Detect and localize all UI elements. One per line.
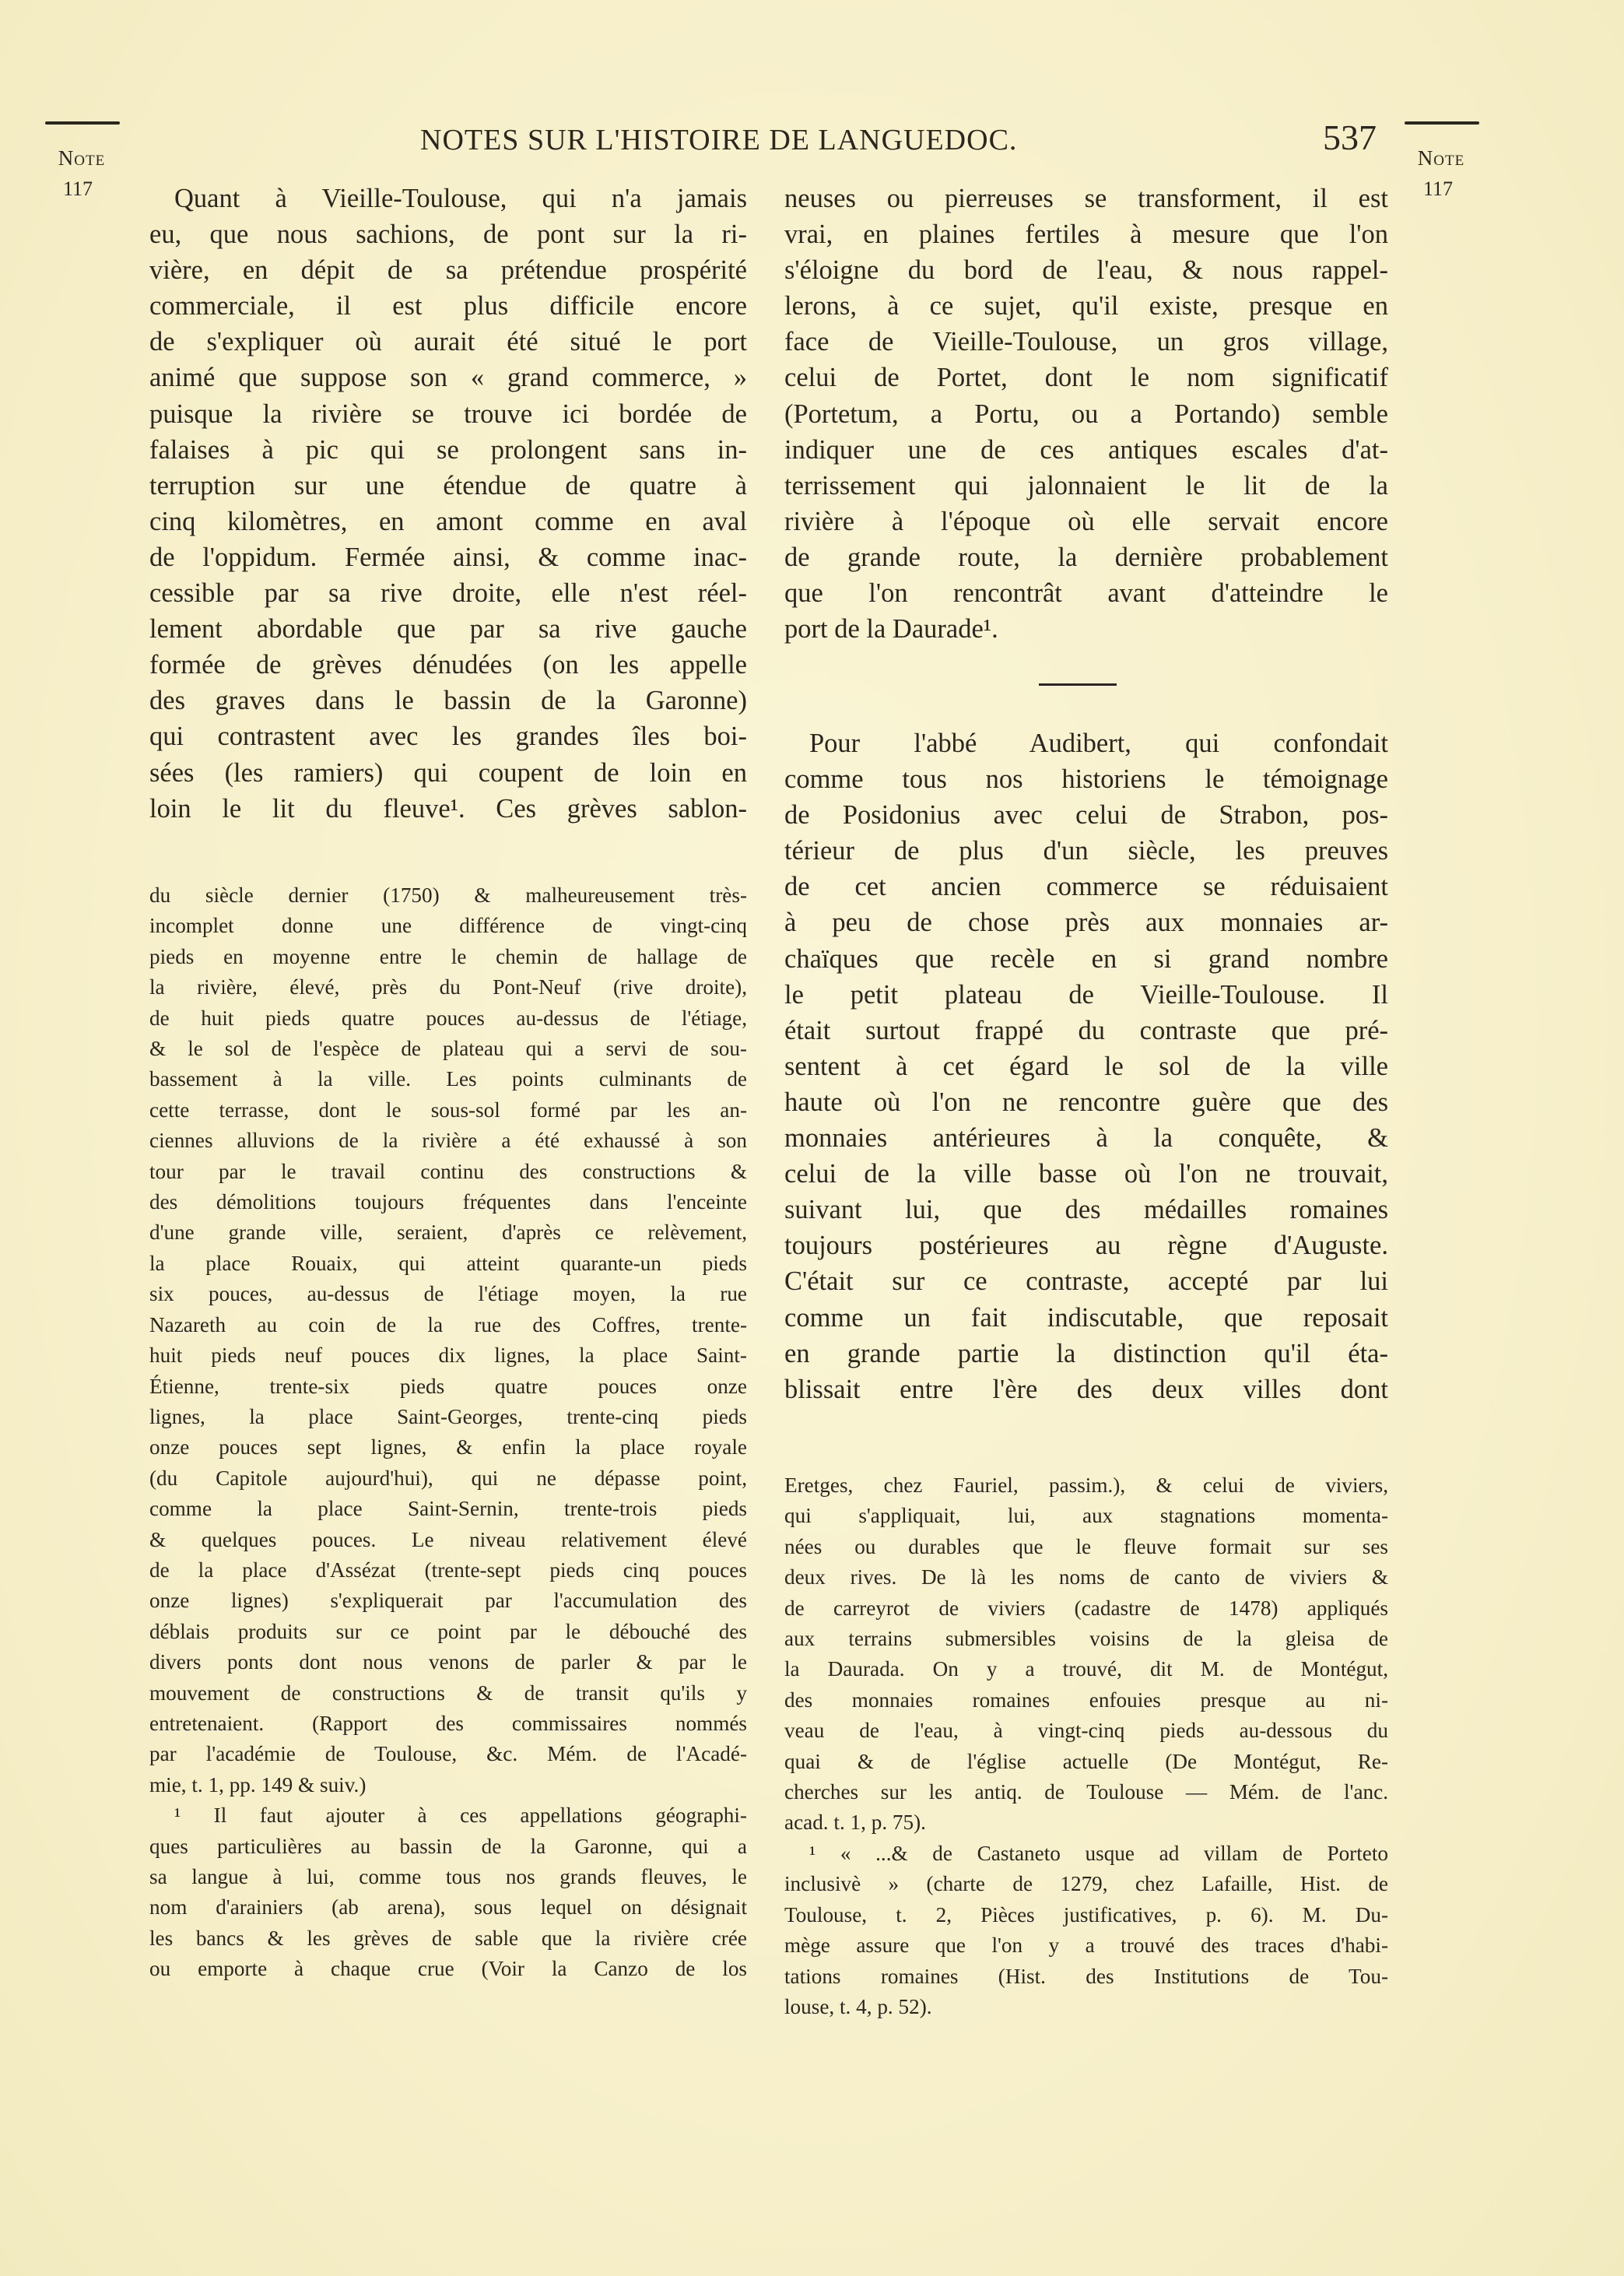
right-note-label: Note: [1417, 146, 1465, 170]
footnote-line: entretenaient. (Rapport des commissaires nommés: [149, 1711, 747, 1735]
body-line: térieur de plus d'un siècle, les preuves: [784, 836, 1388, 866]
left-note-number: 117: [62, 177, 93, 200]
body-line: cessible par sa rive droite, elle n'est réel-: [149, 578, 747, 609]
left-note-label: Note: [58, 146, 106, 170]
footnote-line: inclusivè » (charte de 1279, chez Lafaille, Hist. de: [784, 1872, 1388, 1896]
footnote-line: qui s'appliquait, lui, aux stagnations momenta-: [784, 1504, 1388, 1528]
footnote-line: déblais produits sur ce point par le débouché des: [149, 1619, 747, 1643]
footnote-line: & quelques pouces. Le niveau relativement élevé: [149, 1527, 747, 1551]
footnote-line: la rivière, élevé, près du Pont-Neuf (rive droite),: [149, 975, 747, 999]
right-note-number: 117: [1422, 177, 1454, 200]
footnote-line: nées ou durables que le fleuve formait sur ses: [784, 1534, 1388, 1558]
footnote-line: aux terrains submersibles voisins de la gleisa de: [784, 1627, 1388, 1651]
body-line: suivant lui, que des médailles romaines: [784, 1195, 1388, 1225]
footnote-line: six pouces, au-dessus de l'étiage moyen, la rue: [149, 1282, 747, 1306]
left-margin-rule: [45, 121, 120, 125]
body-line: puisque la rivière se trouve ici bordée de: [149, 399, 747, 429]
body-line: comme tous nos historiens le témoignage: [784, 764, 1388, 795]
footnote-line: (du Capitole aujourd'hui), qui ne dépasse point,: [149, 1466, 747, 1490]
body-line: que l'on rencontrât avant d'atteindre le: [784, 578, 1388, 609]
body-line: port de la Daurade¹.: [784, 614, 998, 645]
body-line: de cet ancien commerce se réduisaient: [784, 872, 1388, 902]
footnote-line: tour par le travail continu des constructions &: [149, 1159, 747, 1183]
body-line: animé que suppose son « grand commerce, »: [149, 363, 747, 393]
body-line: était surtout frappé du contraste que pré-: [784, 1015, 1388, 1045]
body-line: terruption sur une étendue de quatre à: [149, 470, 747, 501]
body-line: loin le lit du fleuve¹. Ces grèves sablon-: [149, 793, 747, 824]
footnote-line: ¹ « ...& de Castaneto usque ad villam de Porteto: [809, 1841, 1388, 1865]
footnote-line: mouvement de constructions & de transit qu'ils y: [149, 1681, 747, 1705]
footnote-line: Étienne, trente-six pieds quatre pouces onze: [149, 1374, 747, 1398]
body-line: celui de la ville basse où l'on ne trouvait,: [784, 1159, 1388, 1189]
body-line: de Posidonius avec celui de Strabon, pos-: [784, 800, 1388, 831]
body-line: sentent à cet égard le sol de la ville: [784, 1051, 1388, 1081]
body-line: de l'oppidum. Fermée ainsi, & comme inac-: [149, 542, 747, 572]
footnote-line: & le sol de l'espèce de plateau qui a servi de sou-: [149, 1037, 747, 1061]
body-line: blissait entre l'ère des deux villes dont: [784, 1374, 1388, 1404]
body-line: C'était sur ce contraste, accepté par lui: [784, 1266, 1388, 1297]
footnote-line: d'une grande ville, seraient, d'après ce relèvement,: [149, 1221, 747, 1245]
footnote-line: onze lignes) s'expliquerait par l'accumulation des: [149, 1589, 747, 1613]
footnote-line: quai & de l'église actuelle (De Montégut, Re-: [784, 1749, 1388, 1773]
body-line: haute où l'on ne rencontre guère que des: [784, 1087, 1388, 1117]
right-column-footnotes: [784, 1470, 1388, 2022]
footnote-line: de carreyrot de viviers (cadastre de 1478) appliqués: [784, 1596, 1388, 1620]
footnote-line: bassement à la ville. Les points culminants de: [149, 1067, 747, 1091]
body-line: des graves dans le bassin de la Garonne): [149, 686, 747, 716]
body-line: sées (les ramiers) qui coupent de loin en: [149, 757, 747, 788]
footnote-line: incomplet donne une différence de vingt-cinq: [149, 914, 747, 938]
footnote-line: mège assure que l'on y a trouvé des traces d'habi-: [784, 1934, 1388, 1958]
footnote-line: nom d'arainiers (ab arena), sous lequel on désignait: [149, 1895, 747, 1919]
footnote-line: de la place d'Assézat (trente-sept pieds cinq pouces: [149, 1558, 747, 1582]
left-column-footnotes: [149, 880, 747, 1985]
footnote-line: Nazareth au coin de la rue des Coffres, trente-: [149, 1312, 747, 1336]
left-column-body: [149, 181, 747, 827]
footnote-line: des monnaies romaines enfouies presque au ni-: [784, 1688, 1388, 1712]
footnote-line: pieds en moyenne entre le chemin de hallage de: [149, 944, 747, 968]
footnote-line: Eretges, chez Fauriel, passim.), & celui de viviers,: [784, 1473, 1388, 1497]
footnote-line: ques particulières au bassin de la Garonne, qui a: [149, 1834, 747, 1858]
running-title: NOTES SUR L'HISTOIRE DE LANGUEDOC.: [420, 124, 1018, 156]
body-line: eu, que nous sachions, de pont sur la ri-: [149, 220, 747, 250]
body-line: Quant à Vieille-Toulouse, qui n'a jamais: [174, 184, 747, 213]
body-line: face de Vieille-Toulouse, un gros village,: [784, 327, 1388, 357]
footnote-line: des démolitions toujours fréquentes dans l'enceinte: [149, 1190, 747, 1214]
body-line: s'éloigne du bord de l'eau, & nous rappel-: [784, 255, 1388, 286]
footnote-line: cette terrasse, dont le sous-sol formé par les an-: [149, 1098, 747, 1122]
right-column-paragraph-2: [784, 725, 1388, 1407]
footnote-line: ou emporte à chaque crue (Voir la Canzo de los: [149, 1957, 747, 1981]
body-line: chaïques que recèle en si grand nombre: [784, 943, 1388, 974]
section-separator-rule: [1039, 683, 1117, 686]
body-line: le petit plateau de Vieille-Toulouse. Il: [784, 979, 1388, 1010]
body-line: à peu de chose près aux monnaies ar-: [784, 908, 1388, 938]
body-line: comme un fait indiscutable, que reposait: [784, 1302, 1388, 1333]
body-line: monnaies antérieures à la conquête, &: [784, 1123, 1388, 1154]
body-line: cinq kilomètres, en amont comme en aval: [149, 506, 747, 536]
footnote-line: deux rives. De là les noms de canto de viviers &: [784, 1565, 1388, 1589]
footnote-line: huit pieds neuf pouces dix lignes, la place Saint-: [149, 1343, 747, 1368]
footnote-line: acad. t. 1, p. 75).: [784, 1811, 926, 1835]
body-line: neuses ou pierreuses se transforment, il est: [784, 184, 1388, 213]
footnote-line: onze pouces sept lignes, & enfin la place royale: [149, 1435, 747, 1459]
body-line: vrai, en plaines fertiles à mesure que l'on: [784, 220, 1388, 250]
body-line: lerons, à ce sujet, qu'il existe, presque en: [784, 291, 1388, 321]
body-line: falaises à pic qui se prolongent sans in-: [149, 434, 747, 465]
footnote-line: les bancs & les grèves de sable que la rivière crée: [149, 1926, 747, 1950]
footnote-line: divers ponts dont nous venons de parler & par le: [149, 1650, 747, 1674]
page-number: 537: [1323, 118, 1377, 157]
footnote-line: du siècle dernier (1750) & malheureusement très-: [149, 883, 747, 907]
footnote-line: veau de l'eau, à vingt-cinq pieds au-dessous du: [784, 1719, 1388, 1743]
body-line: formée de grèves dénudées (on les appelle: [149, 650, 747, 680]
right-column-paragraph-1: [784, 181, 1388, 647]
footnote-line: comme la place Saint-Sernin, trente-trois pieds: [149, 1497, 747, 1521]
footnote-line: de huit pieds quatre pouces au-dessus de l'étiage,: [149, 1006, 747, 1030]
body-line: (Portetum, a Portu, ou a Portando) semble: [784, 399, 1388, 429]
body-line: vière, en dépit de sa prétendue prospérité: [149, 255, 747, 286]
footnote-line: la place Rouaix, qui atteint quarante-un pieds: [149, 1251, 747, 1275]
footnote-line: mie, t. 1, pp. 149 & suiv.): [149, 1772, 367, 1797]
body-line: indiquer une de ces antiques escales d'at-: [784, 434, 1388, 465]
body-line: celui de Portet, dont le nom significatif: [784, 363, 1388, 393]
body-line: Pour l'abbé Audibert, qui confondait: [809, 729, 1388, 758]
body-line: en grande partie la distinction qu'il éta-: [784, 1338, 1388, 1368]
body-line: rivière à l'époque où elle servait encore: [784, 506, 1388, 536]
footnote-line: par l'académie de Toulouse, &c. Mém. de l'Acadé-: [149, 1742, 747, 1766]
footnote-line: ¹ Il faut ajouter à ces appellations géographi-: [174, 1804, 747, 1828]
footnote-line: louse, t. 4, p. 52).: [784, 1994, 932, 2018]
body-line: de s'expliquer où aurait été situé le port: [149, 327, 747, 357]
footnote-line: ciennes alluvions de la rivière a été exhaussé à son: [149, 1129, 747, 1153]
footnote-line: la Daurada. On y a trouvé, dit M. de Montégut,: [784, 1657, 1388, 1681]
body-line: lement abordable que par sa rive gauche: [149, 614, 747, 645]
body-line: commerciale, il est plus difficile encore: [149, 291, 747, 321]
footnote-line: cherches sur les antiq. de Toulouse — Mém. de l'anc.: [784, 1780, 1388, 1804]
footnote-line: lignes, la place Saint-Georges, trente-cinq pieds: [149, 1404, 747, 1428]
right-margin-rule: [1405, 121, 1479, 125]
body-line: qui contrastent avec les grandes îles boi-: [149, 722, 747, 752]
body-line: de grande route, la dernière probablement: [784, 542, 1388, 572]
footnote-line: Toulouse, t. 2, Pièces justificatives, p. 6). M. Du-: [784, 1902, 1388, 1927]
body-line: toujours postérieures au règne d'Auguste.: [784, 1231, 1388, 1261]
footnote-line: tations romaines (Hist. des Institutions de Tou-: [784, 1964, 1388, 1988]
body-line: terrissement qui jalonnaient le lit de la: [784, 470, 1388, 501]
footnote-line: sa langue à lui, comme tous nos grands fleuves, le: [149, 1865, 747, 1888]
